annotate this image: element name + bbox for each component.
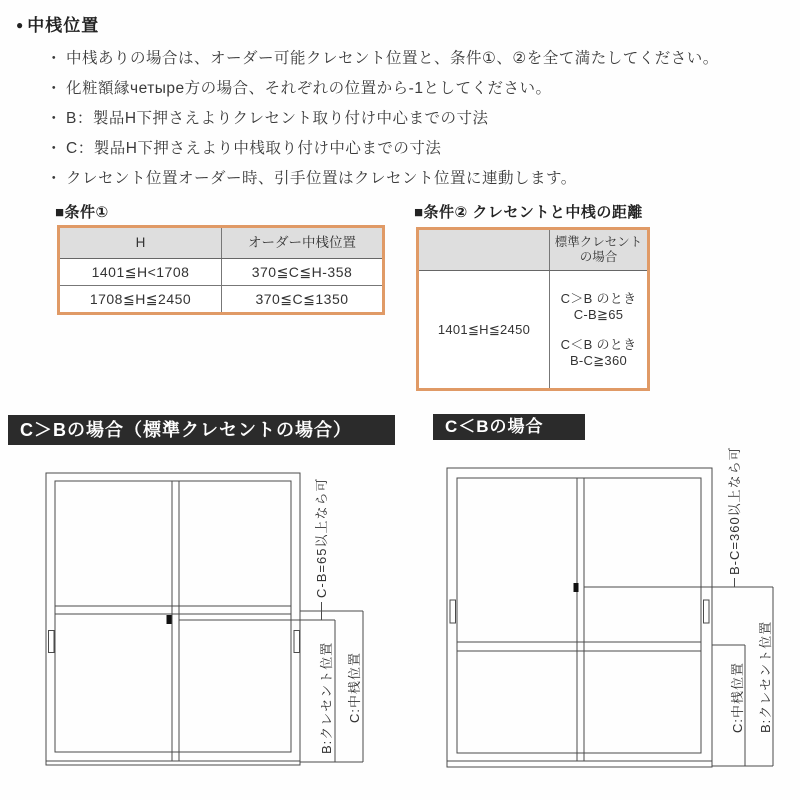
condition2-title: ■条件② クレセントと中桟の距離 bbox=[414, 204, 643, 221]
note-text: クレセント位置オーダー時、引手位置はクレセント位置に連動します。 bbox=[66, 170, 577, 187]
header-line1: 標準クレセント bbox=[554, 235, 643, 249]
list-bullet-icon: ・ bbox=[46, 80, 63, 97]
diagram-left-window-drawing bbox=[0, 445, 400, 800]
list-bullet-icon: ・ bbox=[46, 110, 63, 127]
crescent-lock-mark bbox=[574, 583, 579, 592]
list-item bbox=[46, 104, 786, 134]
cell-rules bbox=[549, 271, 647, 388]
condition1-header-h: H bbox=[135, 235, 146, 250]
h-range-text: 1401≦H≦2450 bbox=[437, 321, 531, 337]
crescent-position-label: B:クレセント位置 bbox=[758, 620, 773, 733]
dimension-lines bbox=[584, 446, 773, 766]
pull-handle-left bbox=[49, 631, 55, 653]
note-text: 化粧額縁четыре方の場合、それぞれの位置から-1としてください。 bbox=[66, 80, 552, 97]
table-row bbox=[419, 271, 647, 388]
cell-h-range: 1708≦H≦2450 bbox=[89, 291, 192, 307]
condition1-title: ■条件① bbox=[55, 204, 109, 221]
crescent-position-label: B:クレセント位置 bbox=[319, 641, 334, 754]
gap-dimension-label: C-B=65以上なら可 bbox=[314, 477, 329, 598]
crescent-lock-mark bbox=[167, 615, 172, 624]
window-frame bbox=[46, 473, 300, 765]
note-text: C：製品H下押さえより中桟取り付け中心までの寸法 bbox=[66, 140, 442, 157]
rule-case1-formula: C-B≧65 bbox=[573, 306, 624, 322]
list-item bbox=[46, 44, 786, 74]
rail-position-label: C:中桟位置 bbox=[347, 651, 362, 723]
note-text: 中桟ありの場合は、オーダー可能クレセント位置と、条件①、②を全て満たしてください。 bbox=[66, 50, 719, 67]
cell-order-range: 370≦C≦1350 bbox=[221, 286, 382, 312]
pull-handle-right bbox=[704, 600, 710, 623]
window-frame bbox=[447, 468, 712, 767]
table-header-row bbox=[419, 230, 647, 271]
list-bullet-icon: ・ bbox=[46, 50, 63, 67]
rule-case2-formula: B-C≧360 bbox=[569, 352, 628, 368]
table-header-row bbox=[60, 228, 382, 259]
gap-dimension-label: B-C=360以上なら可 bbox=[727, 446, 742, 575]
rule-case2-when: C＜B のとき bbox=[560, 336, 637, 352]
condition2-header-standard-crescent bbox=[549, 230, 647, 270]
rail-position-label: C:中桟位置 bbox=[730, 661, 745, 733]
dimension-lines bbox=[179, 478, 363, 762]
list-bullet-icon: ・ bbox=[46, 140, 63, 157]
condition1-table bbox=[57, 225, 385, 315]
table-row bbox=[60, 259, 382, 285]
header-line2: の場合 bbox=[579, 250, 618, 264]
notes-list bbox=[46, 44, 786, 194]
list-bullet-icon: ・ bbox=[46, 170, 63, 187]
window-inner-frame bbox=[457, 478, 701, 753]
pull-handle-left bbox=[450, 600, 456, 623]
pull-handle-right bbox=[294, 631, 300, 653]
window-outer-frame bbox=[46, 473, 300, 765]
window-inner-frame bbox=[55, 481, 291, 752]
list-item bbox=[46, 164, 786, 194]
page-title bbox=[16, 11, 99, 36]
condition2-header-empty bbox=[419, 230, 549, 270]
note-text: B：製品H下押さえよりクレセント取り付け中心までの寸法 bbox=[66, 110, 489, 127]
cell-h-range: 1401≦H<1708 bbox=[91, 264, 190, 280]
diagram-left-title-bar: C＞Bの場合（標準クレセントの場合） bbox=[8, 415, 395, 445]
condition1-header-order: オーダー中桟位置 bbox=[221, 228, 382, 258]
rule-case1-when: C＞B のとき bbox=[560, 290, 637, 306]
diagram-right-window-drawing bbox=[400, 445, 800, 800]
list-item bbox=[46, 74, 786, 104]
page-title-text: 中桟位置 bbox=[27, 16, 100, 35]
table-row bbox=[60, 285, 382, 312]
spacer bbox=[550, 323, 647, 337]
diagram-right-title-bar: C＜Bの場合 bbox=[433, 414, 585, 440]
list-item bbox=[46, 134, 786, 164]
condition2-table bbox=[416, 227, 650, 391]
cell-order-range: 370≦C≦H-358 bbox=[221, 259, 382, 285]
cell-h-range bbox=[419, 271, 549, 388]
window-outer-frame bbox=[447, 468, 712, 767]
black-circle-bullet-icon: ● bbox=[16, 18, 25, 32]
